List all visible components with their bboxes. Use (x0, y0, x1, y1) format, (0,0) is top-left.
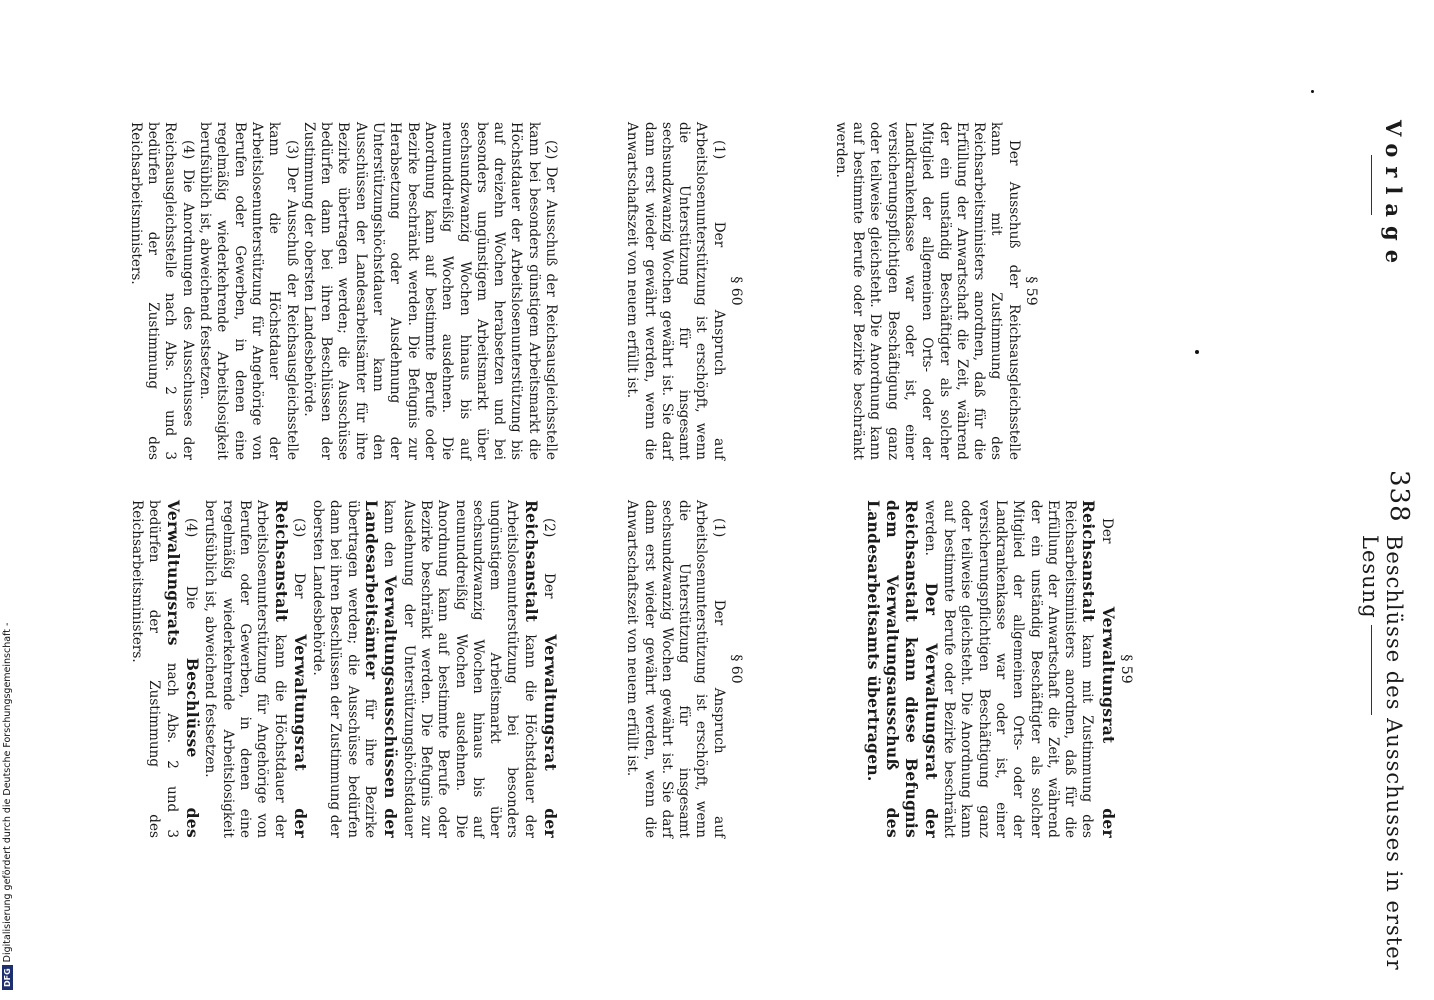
left-sec60-para3: (3) Der Ausschuß der Reichsausgleichsstelle kann die Höchstdauer der Arbeitslosenunterstützung für Angehörige von Berufen oder Gewerben, in denen eine regelmäßig wiederkehrende Arbeitslosigkeit berufsüblich ist, abweichend festsetzen. (197, 122, 300, 460)
left-sec59-text: Der Ausschuß der Reichsausgleichsstelle kann mit Zustimmung des Reichsarbeitsministers anordnen, daß für die Erfüllung der Anwartschaft die Zeit, während der ein unständig Beschäftigter als solcher Mitglied der allgemeinen Orts- oder der Landkrankenkasse war oder ist, einer versicherungspflichtigen Beschäftigung ganz oder teilweise gleichsteht. Die Anordnung kann auf bestimmte Berufe oder Bezirke beschränkt werden. (832, 122, 1022, 460)
scan-speck (1311, 90, 1314, 93)
right-section-59 (863, 500, 1134, 838)
digitization-note (2, 623, 13, 990)
right-sec59-bold1: Verwaltungsrat der Reichsanstalt (1079, 500, 1118, 838)
right-sec60-para3: (3) Der Verwaltungsrat der Reichsanstalt kann die Höchstdauer der Arbeitslosenunterstützung für Angehörige von Berufen oder Gewerben, in denen eine regelmäßig wiederkehrende Arbeitslosigkeit berufsüblich ist, abweichend festsetzen. (202, 500, 310, 838)
right-sec59-bold2: Der Verwaltungsrat der Reichsanstalt kann diese Befugnis dem Verwaltungsausschuß des Landesarbeitsamts übertragen. (863, 500, 941, 838)
header-rule-right (1371, 625, 1372, 715)
digitization-text: Digitalisierung gefördert durch die Deutsche Forschungsgemeinschaft - (2, 622, 13, 963)
right-section-60 (623, 500, 744, 838)
left-sec60-para1: (1) Der Anspruch auf Arbeitslosenunterstützung ist erschöpft, wenn die Unterstützung für insgesamt sechsundzwanzig Wochen gewährt ist. Sie darf dann erst wieder gewährt werden, wenn die Anwartschaftszeit von neuem erfüllt ist. (624, 122, 727, 460)
right-sec60-para2: (2) Der Verwaltungsrat der Reichsanstalt kann die Höchstdauer der Arbeitslosenunterstützung bei besonders ungünstigem Arbeitsmarkt über sechsundzwanzig Wochen hinaus bis auf neununddreißig Wochen ausdehnen. Die Anordnung kann auf bestimmte Berufe oder Bezirke beschränkt werden. Die Befugnis zur Ausdehnung der Unterstützungshöchstdauer kann den Verwaltungsausschüssen der Landesarbeitsämter für ihre Bezirke übertragen werden; die Ausschüsse bedürfen dann bei ihren Beschlüssen der Zustimmung der obersten Landesbehörde. (310, 500, 560, 838)
right-sec60-p3-bold: Verwaltungsrat der Reichsanstalt (271, 500, 310, 838)
header-right-title: Beschlüsse des Ausschusses in erster Lesung (1358, 535, 1406, 971)
page-number: 338 (1384, 470, 1414, 523)
right-sec60-p2-bold2: Verwaltungsausschüssen der Landesarbeitsämter (362, 500, 401, 838)
right-sec60-p2-bold: Verwaltungsrat der Reichsanstalt (521, 500, 560, 838)
header-rule-left (1371, 155, 1372, 215)
scan-speck (1195, 350, 1199, 354)
left-section-59 (831, 122, 1039, 460)
left-section-60 (623, 122, 744, 460)
left-section-60-cont (127, 122, 559, 460)
right-sec60-para4: (4) Die Beschlüsse des Verwaltungsrats nach Abs. 2 und 3 bedürfen der Zustimmung des Reichsarbeitsministers. (129, 500, 203, 838)
right-sec60-para1: (1) Der Anspruch auf Arbeitslosenunterstützung ist erschöpft, wenn die Unterstützung für insgesamt sechsundzwanzig Wochen gewährt ist. Sie darf dann erst wieder gewährt werden, wenn die Anwartschaftszeit von neuem erfüllt ist. (624, 500, 727, 838)
right-section-60-cont (128, 500, 559, 838)
header-left-title: Vorlage (1381, 120, 1406, 273)
right-sec59-heading: § 59 (1118, 654, 1134, 684)
left-sec60-heading: § 60 (728, 276, 744, 306)
right-sec60-p4-bold: Beschlüsse des Verwaltungsrats (163, 500, 203, 838)
left-sec59-heading: § 59 (1023, 276, 1039, 306)
left-sec60-para4: (4) Die Anordnungen des Ausschusses der Reichsausgleichsstelle nach Abs. 2 und 3 bedürfen der Zustimmung des Reichsarbeitsministers. (127, 122, 196, 460)
right-sec59-text: Der Verwaltungsrat der Reichsanstalt kann mit Zustimmung des Reichsarbeitsministers anordnen, daß für die Erfüllung der Anwartschaft die Zeit, während der ein unständig Beschäftigter als solcher Mitglied der allgemeinen Orts- oder der Landkrankenkasse war oder ist, einer versicherungspflichtigen Beschäftigung ganz oder teilweise gleichsteht. Die Anordnung kann auf bestimmte Berufe oder Bezirke beschränkt werden. Der Verwaltungsrat der Reichsanstalt kann diese Befugnis dem Verwaltungsausschuß des Landesarbeitsamts übertragen. (863, 500, 1118, 838)
dfg-logo: DFG (2, 965, 13, 990)
left-sec60-para2: (2) Der Ausschuß der Reichsausgleichsstelle kann bei besonders günstigem Arbeitsmarkt die Höchstdauer der Arbeitslosenunterstützung bis auf dreizehn Wochen herabsetzen und bei besonders ungünstigem Arbeitsmarkt über sechsundzwanzig Wochen hinaus bis auf neununddreißig Wochen ausdehnen. Die Anordnung kann auf bestimmte Berufe oder Bezirke beschränkt werden. Die Befugnis zur Herabsetzung oder Ausdehnung der Unterstützungshöchstdauer kann den Ausschüssen der Landesarbeitsämter für ihre Bezirke übertragen werden; die Ausschüsse bedürfen dann bei ihren Beschlüssen der Zustimmung der obersten Landesbehörde. (300, 122, 559, 460)
right-sec60-heading: § 60 (728, 654, 744, 684)
